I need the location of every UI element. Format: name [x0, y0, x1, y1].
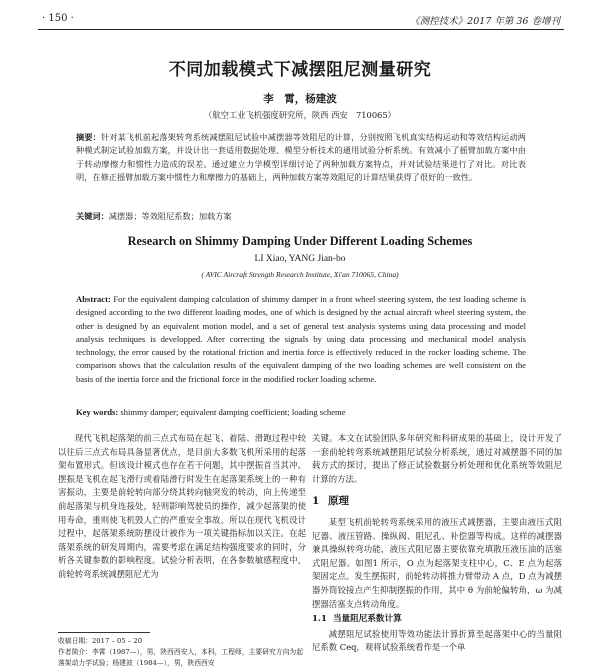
- journal-header: 《测控技术》2017 年第 36 卷增刊: [410, 16, 560, 27]
- keywords-english: [76, 407, 526, 417]
- abstract-chinese: [76, 131, 526, 185]
- abstract-english: [76, 293, 526, 386]
- affiliation-english: ( AVIC Aircraft Strength Research Institute, Xi'an 710065, China): [201, 270, 399, 279]
- keywords-english-label: Key words:: [76, 407, 119, 417]
- section-heading-principle: [312, 495, 562, 509]
- authors-chinese: 李 霄，杨建波: [263, 93, 337, 105]
- title-english: Research on Shimmy Damping Under Different Loading Schemes: [127, 234, 473, 248]
- abstract-chinese-text: 针对某飞机前起落架转弯系统减摆阻尼试验中减摆器等效阻尼的计算，分别按照飞机真实结构运动和等效结构运动两种模式制定试验加载方案，并设计出一套适用数据处理、模型分析技术的通用试验分析系统。有效减小了摇臂加载方案中由于转动摩擦力和惯性力造成的误差。通过建立力学模型详细讨论了两种加载方案特点，并对试验结果进行了对比。对比表明，在修正摇臂加载方案中惯性力和摩擦力的基础上，两种加载方案等效阻尼的计算结果获得了很好的一致性。: [76, 132, 526, 183]
- abstract-chinese-label: 摘要：: [76, 132, 102, 142]
- affiliation-chinese: （航空工业飞机强度研究所，陕西 西安 710065）: [204, 110, 396, 120]
- footnote-received: 收稿日期：2017 – 05 – 20: [58, 637, 143, 645]
- subsection-title: 当量阻尼系数计算: [332, 614, 402, 625]
- section-number: 1: [312, 495, 320, 508]
- keywords-chinese-label: 关键词：: [76, 211, 109, 221]
- keywords-english-text: shimmy damper; equivalent damping coefficient; loading scheme: [120, 407, 346, 417]
- principle-paragraph: 某型飞机前轮转弯系统采用的液压式减摆器，主要由液压式阻尼器、液压管路、操纵阀、阻尼孔、补偿器等构成。这样的减摆器兼具操纵转弯功能，液压式阻尼器主要依靠充填散压液压油的活塞式阻尼器。如图1 所示，O 点为起落架支柱中心，C、E 点为起落架固定点。发生摆振时，前轮转动将推力臂带动 A 点，D 点为减摆器外筒铰接点产生抑制摆振的作用，其中 θ 为前轮偏转角，ω 为减摆器活塞支点转动角度。: [312, 516, 562, 609]
- abstract-english-text: For the equivalent damping calculation of shimmy damper in a front wheel steering system, the test loading scheme is designed according to the two different loading modes, one of which is designed by the actual aircraft wheel steering system, the other is designed by an equivalent motion model, and a set of general test analysis systems using data processing and model analysis techniques is developped. After correcting the signals by using data processing and mechanical model analysis technology, the error caused by the rotational friction and inertia force is effectively reduced in the rocker loading scheme. The comparison shows that the calculation results of the equivalent damping of the two loading schemes are well consistent on the basis of the inertia force and the frictional force in the modified rocker loading scheme.: [76, 294, 526, 384]
- abstract-english-label: Abstract:: [76, 294, 111, 304]
- intro-paragraph: 现代飞机起落架的前三点式布局在起飞、着陆、滑跑过程中较以往后三点式布局具备显著优点，是目前大多数飞机所采用的起落架布置形式。但该设计模式也存在若干问题，其中摆振首当其冲。摆振是飞机在起飞滑行或着陆滑行时发生在起落架系统上的一种有害振动，主要是前轮转向部分绕其转向轴突发的转动，向上传递至前起落架与机身连接处，轻则影响驾驶员的操作，减少起落架的使用寿命，重则使飞机毁人亡的严重安全事故。所以在现代飞机设计过程中，起落架系统防摆设计被作为一项关键指标加以关注。在起落架系统的研发周期内，需要考虑在满足结构强度要求的同时，分析各关键参数的影响程度。试验分析表明，在各参数敏感程度中，前轮转弯系统减摆阻尼尤为: [58, 433, 306, 579]
- footnote-rule: [58, 632, 150, 633]
- header-rule: [38, 29, 564, 30]
- authors-english: LI Xiao, YANG Jian-bo: [254, 254, 346, 264]
- damping-paragraph: 减摆阻尼试验使用等效功能法计算折算至起落架中心的当量阻尼系数 Ceq，观将试验系统看作是一个单: [312, 628, 562, 653]
- keywords-chinese-text: 减摆器；等效阻尼系数；加载方案: [108, 211, 232, 221]
- keywords-chinese: [76, 211, 526, 222]
- body-column-left: [58, 432, 306, 582]
- page-number: · 150 ·: [42, 13, 74, 24]
- subsection-heading: [312, 613, 562, 627]
- section-title: 原理: [328, 495, 349, 508]
- body-column-right: [312, 432, 562, 655]
- footnote-author-intro: 作者简介：李霄（1987—），男，陕西西安人，本科，工程师，主要研究方向为起落架动力学试验；杨建波（1984—），男，陕西西安: [58, 648, 303, 667]
- subsection-number: 1.1: [312, 614, 327, 625]
- title-chinese: 不同加载模式下减摆阻尼测量研究: [168, 60, 432, 80]
- intro-paragraph-continued: 关键。本文在试验团队多年研究和科研成果的基础上，设计开发了一套前轮转弯系统减摆阻尼试验分析系统，通过对减摆器不同的加载方式的探讨，提出了修正试验数据分析处理和优化系统等效阻尼计算的方法。: [312, 433, 562, 484]
